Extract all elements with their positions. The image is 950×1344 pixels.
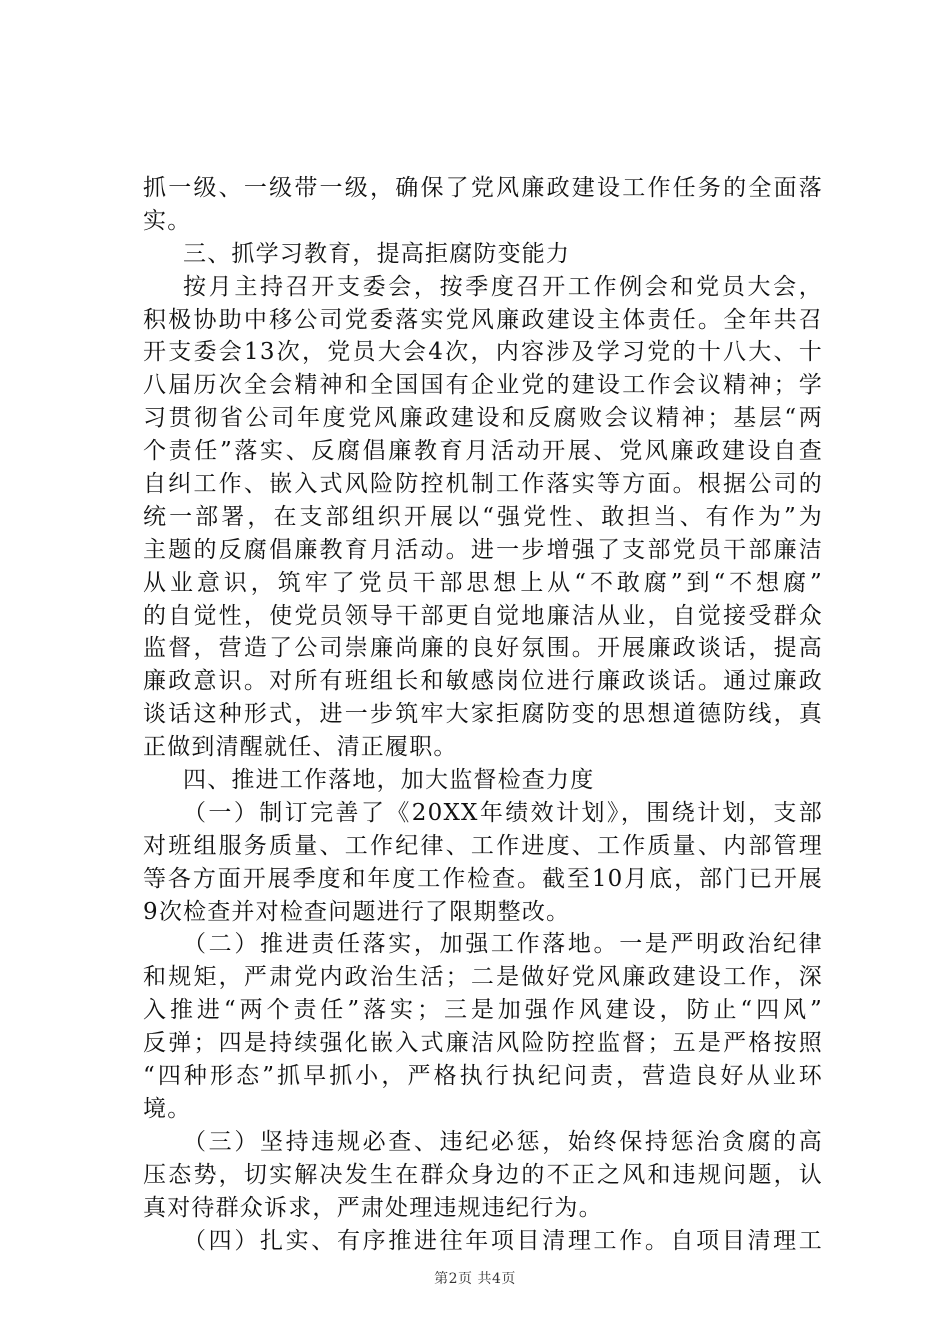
text-line: 等各方面开展季度和年度工作检查。截至10月底，部门已开展: [143, 865, 823, 892]
text-line: （三）坚持违规必查、违纪必惩，始终保持惩治贪腐的高: [183, 1128, 823, 1155]
text-line: 正做到清醒就任、清正履职。: [143, 734, 458, 761]
text-line: 谈话这种形式，进一步筑牢大家拒腐防变的思想道德防线，真: [143, 701, 823, 728]
text-line: 统一部署，在支部组织开展以“强党性、敢担当、有作为”为: [143, 503, 823, 530]
page-footer: 第2页 共4页: [434, 1271, 516, 1287]
text-line: 压态势，切实解决发生在群众身边的不正之风和违规问题，认: [143, 1161, 823, 1188]
text-line: 9次检查并对检查问题进行了限期整改。: [143, 898, 571, 925]
text-line: 廉政意识。对所有班组长和敏感岗位进行廉政谈话。通过廉政: [143, 668, 823, 695]
text-line: “四种形态”抓早抓小，严格执行执纪问责，营造良好从业环: [143, 1063, 823, 1090]
text-line: 实。: [143, 207, 192, 234]
text-line: 个责任”落实、反腐倡廉教育月活动开展、党风廉政建设自查: [143, 438, 823, 465]
text-line: 监督，营造了公司崇廉尚廉的良好氛围。开展廉政谈话，提高: [143, 635, 823, 662]
text-line: 反弹；四是持续强化嵌入式廉洁风险防控监督；五是严格按照: [143, 1030, 823, 1057]
text-line: 开支委会13次，党员大会4次，内容涉及学习党的十八大、十: [143, 339, 823, 366]
text-line: 抓一级、一级带一级，确保了党风廉政建设工作任务的全面落: [143, 175, 823, 201]
text-line: 按月主持召开支委会，按季度召开工作例会和党员大会，: [183, 273, 823, 300]
text-line: 四、推进工作落地，加大监督检查力度: [183, 767, 595, 794]
text-line: 真对待群众诉求，严肃处理违规违纪行为。: [143, 1194, 603, 1221]
text-line: 的自觉性，使党员领导干部更自觉地廉洁从业，自觉接受群众: [143, 602, 823, 629]
text-line: 对班组服务质量、工作纪律、工作进度、工作质量、内部管理: [143, 832, 823, 859]
text-line: 自纠工作、嵌入式风险防控机制工作落实等方面。根据公司的: [143, 471, 823, 498]
text-line: 从业意识，筑牢了党员干部思想上从“不敢腐”到“不想腐”: [143, 569, 823, 596]
text-line: （一）制订完善了《20XX年绩效计划》，围绕计划，支部: [183, 799, 823, 826]
text-line: 主题的反腐倡廉教育月活动。进一步增强了支部党员干部廉洁: [143, 536, 823, 563]
text-line: （四）扎实、有序推进往年项目清理工作。自项目清理工: [183, 1227, 823, 1254]
text-line: （二）推进责任落实，加强工作落地。一是严明政治纪律: [183, 931, 823, 958]
text-line: 入推进“两个责任”落实；三是加强作风建设，防止“四风”: [143, 997, 823, 1024]
text-line: 和规矩，严肃党内政治生活；二是做好党风廉政建设工作，深: [143, 964, 823, 991]
text-line: 习贯彻省公司年度党风廉政建设和反腐败会议精神；基层“两: [143, 405, 823, 432]
text-line: 三、抓学习教育，提高拒腐防变能力: [183, 240, 571, 267]
text-line: 境。: [143, 1095, 192, 1122]
text-line: 积极协助中移公司党委落实党风廉政建设主体责任。全年共召: [143, 306, 823, 333]
body-text: [143, 172, 823, 1257]
text-line: 八届历次全会精神和全国国有企业党的建设工作会议精神；学: [143, 372, 823, 399]
